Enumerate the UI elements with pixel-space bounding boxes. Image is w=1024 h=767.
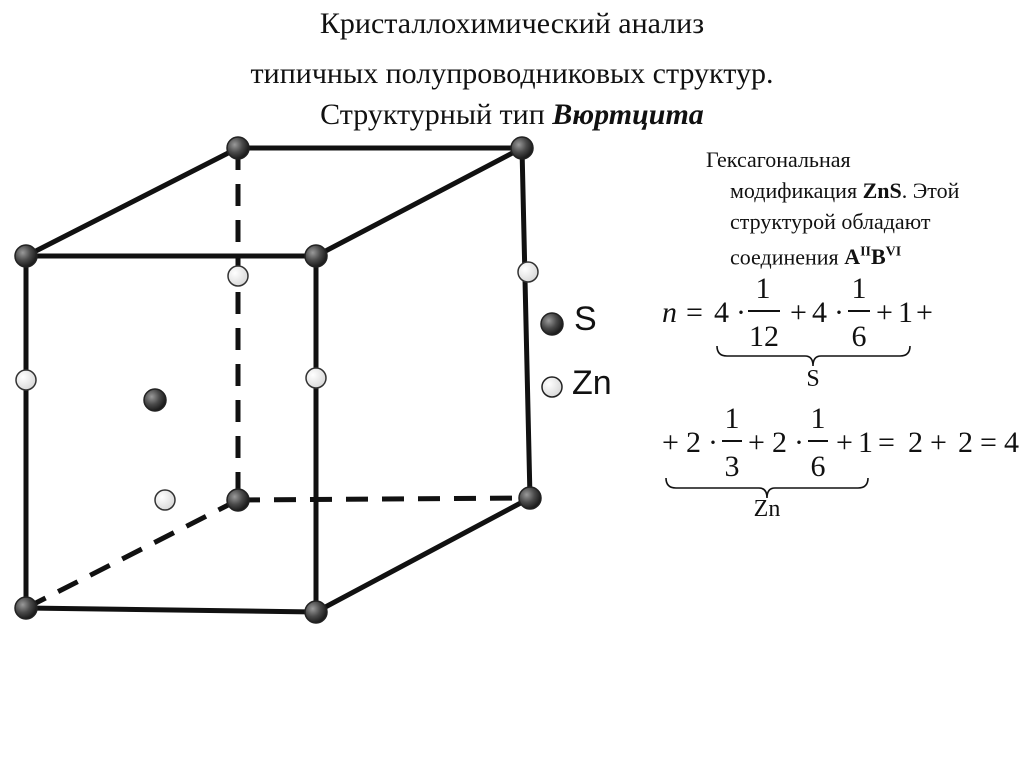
svg-text:1: 1 xyxy=(755,272,771,305)
formula-result: 4 xyxy=(1004,426,1019,459)
compound-class-a2b6: $A^{II}B^{VI}$ xyxy=(844,244,902,270)
svg-text:+: + xyxy=(662,426,679,459)
svg-text:+: + xyxy=(930,426,947,459)
svg-text:1: 1 xyxy=(851,272,867,305)
title-line-1: Кристаллохимический анализ xyxy=(319,7,705,40)
legend-s-label: S xyxy=(574,300,597,338)
svg-text:6: 6 xyxy=(851,320,867,353)
desc-line-2: модификация ZnS. Этой xyxy=(730,178,960,203)
svg-text:1: 1 xyxy=(898,296,913,329)
svg-text:+: + xyxy=(916,296,933,329)
svg-text:+: + xyxy=(790,296,807,329)
svg-text:6: 6 xyxy=(810,450,826,483)
compound-zns: ZnS xyxy=(862,178,902,203)
desc-line-3: структурой обладают xyxy=(730,209,931,234)
brace-label-s: S xyxy=(806,366,820,392)
brace-s xyxy=(717,346,910,366)
svg-text:2: 2 xyxy=(958,426,973,459)
brace-label-zn: Zn xyxy=(753,496,781,522)
brace-zn xyxy=(666,478,868,498)
svg-text:2: 2 xyxy=(686,426,701,459)
desc-line-4: соединения $A^{II}B^{VI}$ xyxy=(730,244,902,270)
title-line-2: типичных полупроводниковых структур. xyxy=(250,57,774,90)
desc-line-1: Гексагональная xyxy=(706,147,851,172)
title-structure-type: Вюртцита xyxy=(552,98,704,131)
svg-text:=: = xyxy=(878,426,895,459)
formula-n: n xyxy=(662,296,677,329)
svg-text:1: 1 xyxy=(810,402,826,435)
svg-text:3: 3 xyxy=(724,450,740,483)
svg-text:1: 1 xyxy=(724,402,740,435)
svg-text:=: = xyxy=(686,296,703,329)
svg-text:·: · xyxy=(708,426,718,459)
svg-text:+: + xyxy=(748,426,765,459)
svg-text:4: 4 xyxy=(714,296,729,329)
svg-text:12: 12 xyxy=(749,320,779,353)
svg-text:2: 2 xyxy=(772,426,787,459)
title-prefix: Структурный тип xyxy=(320,98,553,131)
svg-text:4: 4 xyxy=(812,296,827,329)
svg-text:·: · xyxy=(736,296,746,329)
svg-text:1: 1 xyxy=(858,426,873,459)
svg-text:·: · xyxy=(794,426,804,459)
legend-zn-label: Zn xyxy=(572,364,612,402)
svg-text:·: · xyxy=(834,296,844,329)
svg-text:+: + xyxy=(876,296,893,329)
svg-text:2: 2 xyxy=(908,426,923,459)
svg-text:=: = xyxy=(980,426,997,459)
svg-text:+: + xyxy=(836,426,853,459)
